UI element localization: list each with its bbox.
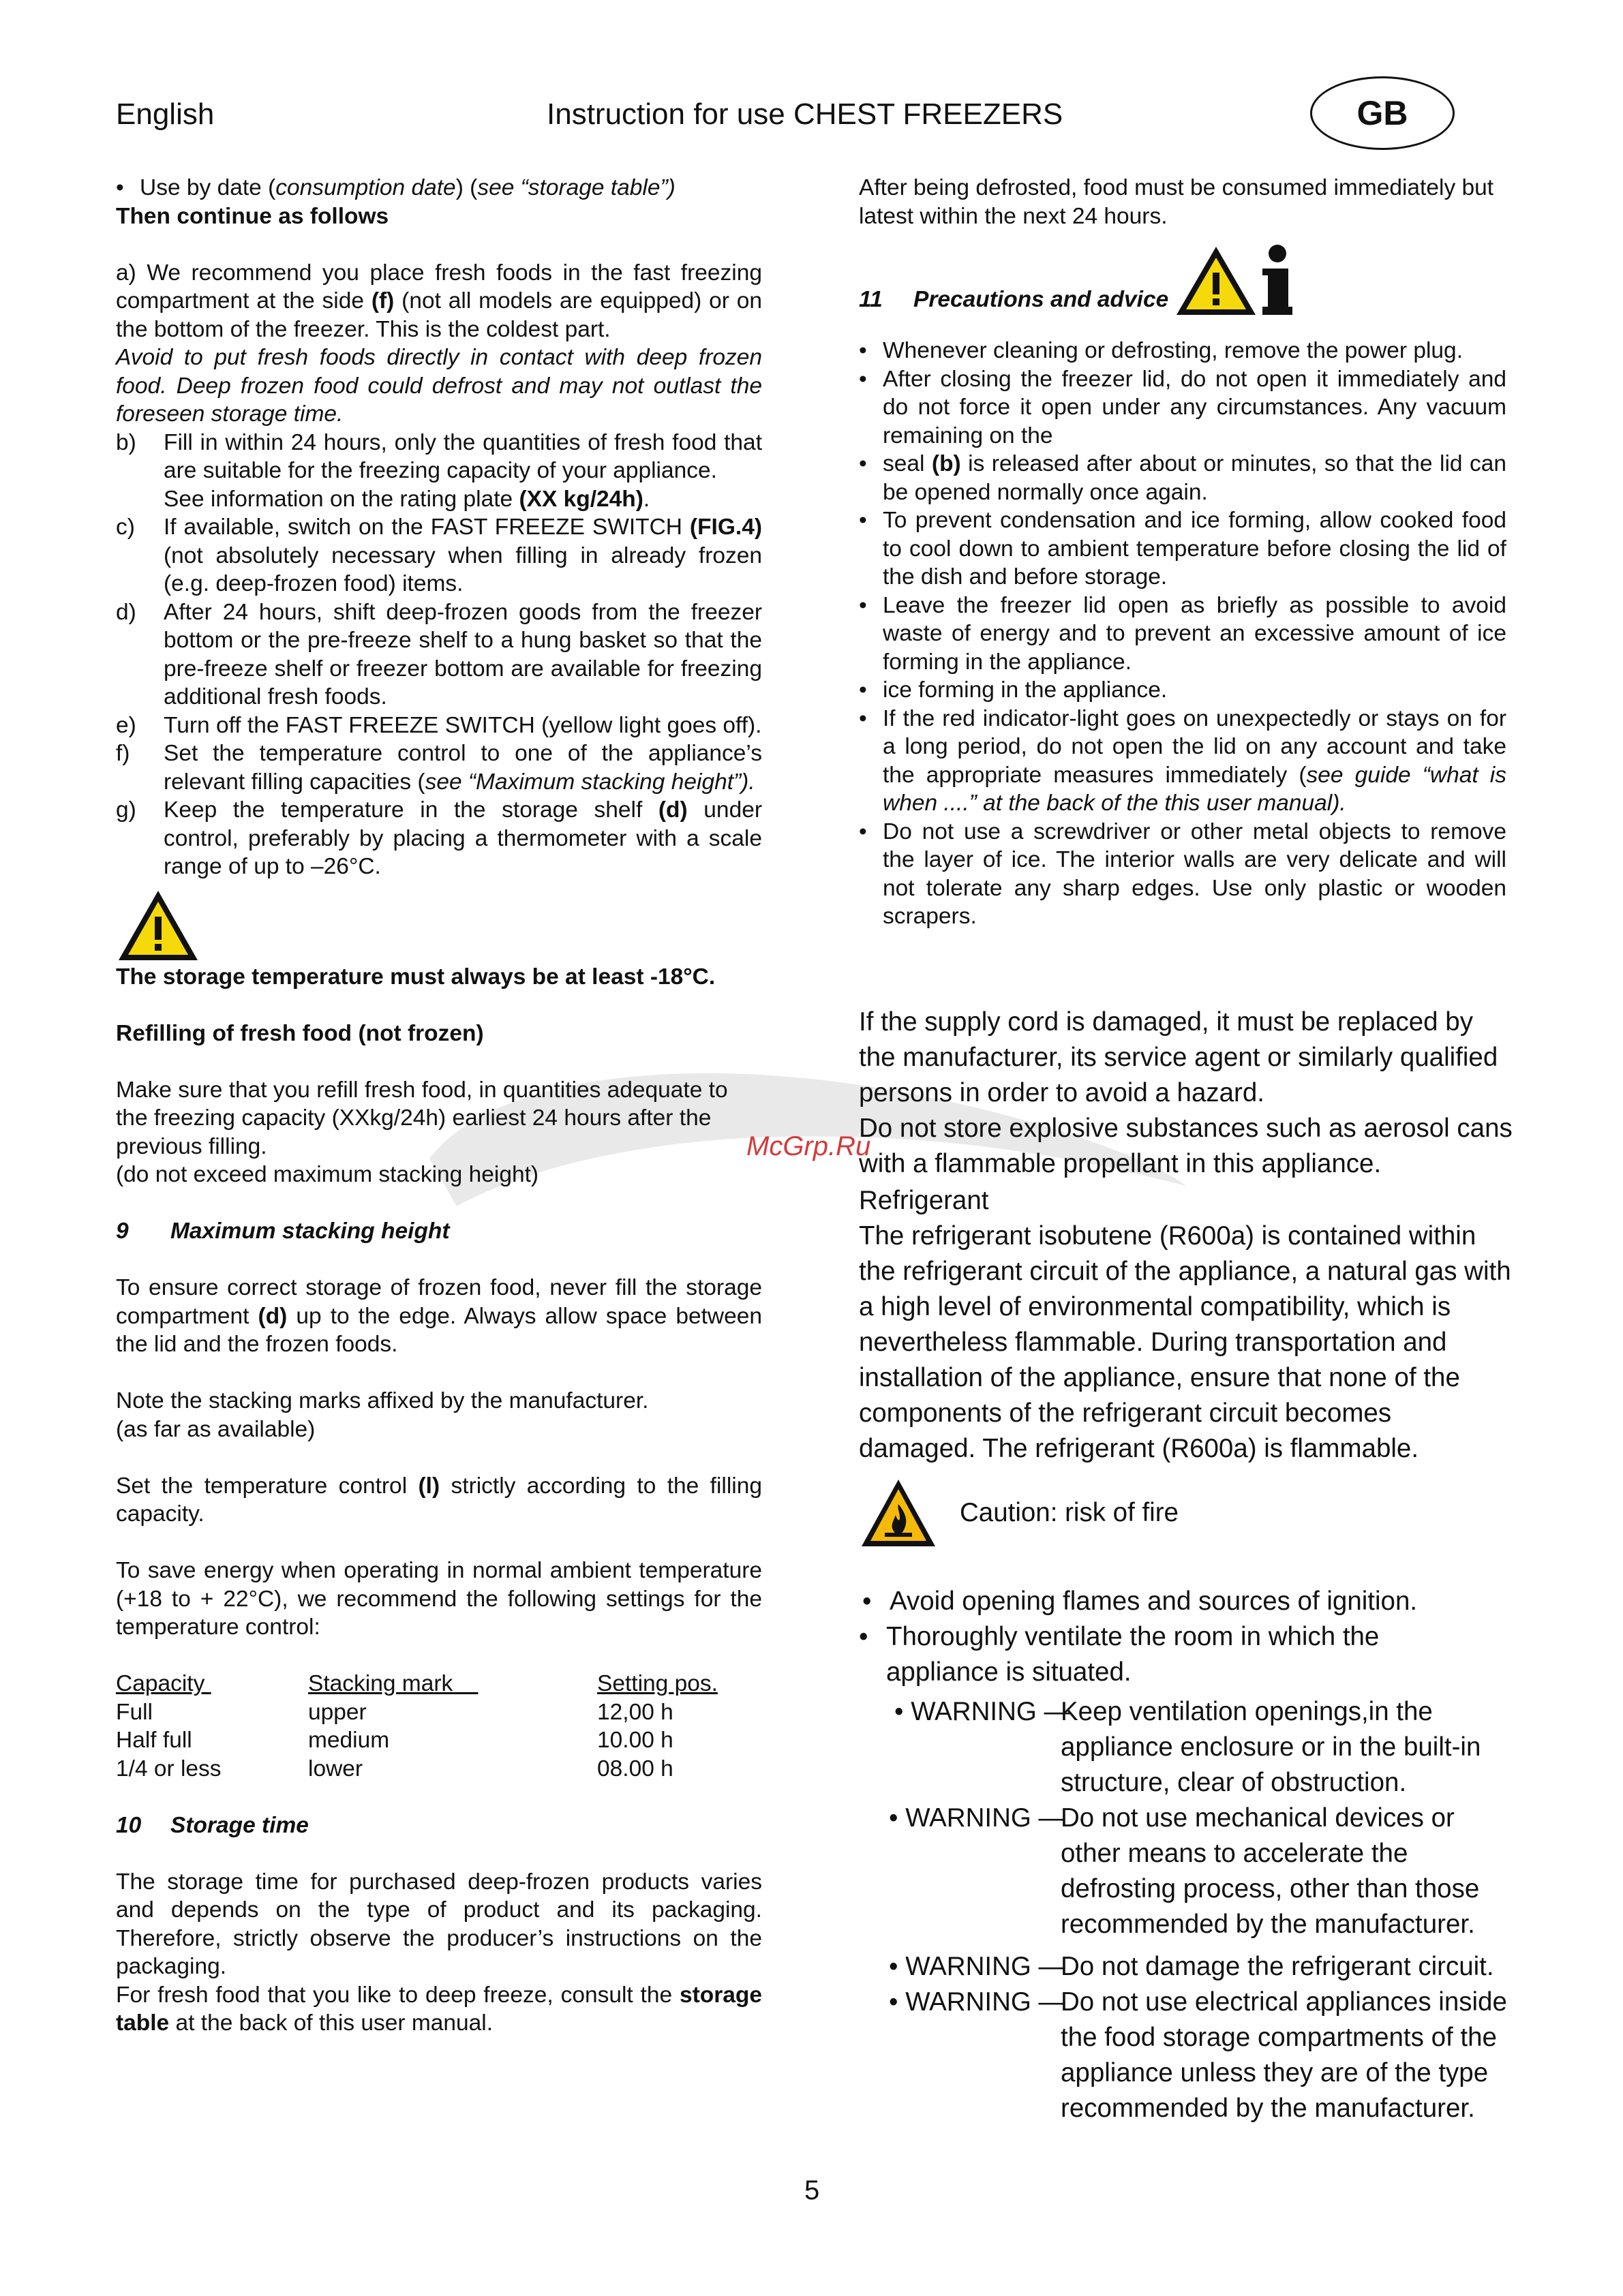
supply-cord-note: If the supply cord is damaged, it must be replaced by the manufacturer, its service agent or similarly qualified persons in order to avoid a hazard. bbox=[859, 1007, 1498, 1107]
table-cell: lower bbox=[308, 1756, 363, 1781]
section-9-paragraph-4: To save energy when operating in normal ambient temperature (+18 to + 22°C), we recommend the following settings for the temperature control: bbox=[116, 1558, 762, 1640]
language-badge bbox=[1310, 76, 1455, 150]
list-item-c: c) If available, switch on the FAST FREEZE SWITCH (FIG.4) (not absolutely necessary when filling in already frozen (e.g. deep-frozen food) items. bbox=[116, 515, 762, 596]
right-column-top bbox=[859, 174, 1506, 931]
page-number: 5 bbox=[804, 2175, 820, 2205]
table-cell: Half full bbox=[116, 1728, 192, 1753]
warning-item: • WARNING — Do not use mechanical devices or other means to accelerate the defrosting process, other than those recommended by the manufacturer. bbox=[889, 1803, 1480, 1939]
list-item-f: f) Set the temperature control to one of the appliance’s relevant filling capacities (see “Maximum stacking height”). bbox=[116, 741, 762, 795]
table-header-capacity: Capacity bbox=[116, 1671, 211, 1696]
precaution-item: • Leave the freezer lid open as briefly as possible to avoid waste of energy and to prevent an excessive amount of ice forming in the appliance. bbox=[859, 592, 1506, 675]
section-10-paragraph-2: For fresh food that you like to deep freeze, consult the storage table at the back of this user manual. bbox=[116, 1982, 762, 2036]
list-item-d: d) After 24 hours, shift deep-frozen goods from the freezer bottom or the pre-freeze shelf to a hung basket so that the pre-freeze shelf or freezer bottom are available for freezing additional fresh foods. bbox=[116, 599, 762, 709]
precaution-item: • ice forming in the appliance. bbox=[859, 677, 1168, 703]
language-badge-label: GB bbox=[1356, 94, 1408, 132]
table-cell: 12,00 h bbox=[597, 1699, 673, 1725]
settings-table bbox=[116, 1670, 762, 1783]
section-9-paragraph-2: Note the stacking marks affixed by the manufacturer. bbox=[116, 1388, 649, 1413]
continue-heading: Then continue as follows bbox=[116, 203, 389, 229]
precaution-item: • Do not use a screwdriver or other metal objects to remove the layer of ice. The interior walls are very delicate and will not tolerate any sharp edges. Use only plastic or wooden scrapers. bbox=[859, 818, 1506, 929]
header-title: Instruction for use CHEST FREEZERS bbox=[547, 97, 1063, 131]
section-11-heading: 11 Precautions and advice bbox=[859, 286, 1169, 312]
fire-hazard-icon bbox=[859, 1477, 938, 1549]
table-cell: medium bbox=[308, 1728, 390, 1753]
table-cell: 10.00 h bbox=[597, 1728, 673, 1753]
info-icon bbox=[1258, 244, 1296, 318]
section-9-paragraph-1: To ensure correct storage of frozen food, never fill the storage compartment (d) up to the edge. Always allow space between the lid and the frozen foods. bbox=[116, 1275, 762, 1357]
watermark-text: McGrp.Ru bbox=[746, 1131, 871, 1161]
section-9-paragraph-3: Set the temperature control (l) strictly according to the filling capacity. bbox=[116, 1473, 763, 1527]
warning-triangle-icon bbox=[1174, 244, 1258, 318]
table-cell: 1/4 or less bbox=[116, 1756, 222, 1781]
left-column bbox=[116, 174, 762, 2038]
precaution-item: • seal (b) is released after about or minutes, so that the lid can be opened normally once again. bbox=[859, 451, 1506, 505]
refill-note: (do not exceed maximum stacking height) bbox=[116, 1162, 539, 1187]
precaution-item: • After closing the freezer lid, do not open it immediately and do not force it open under any circumstances. Any vacuum remaining on the bbox=[859, 366, 1506, 448]
list-item-b: b) Fill in within 24 hours, only the quantities of fresh food that are suitable for the freezing capacity of your appliance. See information on the rating plate (XX kg/24h). bbox=[116, 429, 762, 512]
fire-bullet: • Avoid opening flames and sources of ignition. bbox=[862, 1587, 1418, 1616]
table-cell: 08.00 h bbox=[597, 1756, 673, 1781]
precaution-item: • If the red indicator-light goes on unexpectedly or stays on for a long period, do not open the lid on any account and take the appropriate measures immediately (see guide “what is when ....” at the back of the this user manual). bbox=[859, 705, 1507, 816]
precaution-item: • To prevent condensation and ice forming, allow cooked food to cool down to ambient temperature before closing the lid of the dish and before storage. bbox=[859, 508, 1506, 590]
refrigerant-text: The refrigerant isobutene (R600a) is contained within the refrigerant circuit of the appliance, a natural gas with a high level of environmental compatibility, which is nevertheless flammable. During transportation and installation of the appliance, ensure that none of the components of the refrigerant circuit becomes damaged. The refrigerant (R600a) is flammable. bbox=[859, 1221, 1511, 1463]
list-item-g: g) Keep the temperature in the storage shelf (d) under control, preferably by placing a thermometer with a scale range of up to –26°C. bbox=[116, 797, 762, 879]
paragraph-a: a) We recommend you place fresh foods in the fast freezing compartment at the side (f) (not all models are equipped) or on the bottom of the freezer. This is the coldest part. bbox=[116, 260, 762, 342]
header-language: English bbox=[116, 97, 215, 131]
fire-bullet: • Thoroughly ventilate the room in which the appliance is situated. bbox=[859, 1622, 1380, 1687]
table-cell: upper bbox=[308, 1699, 367, 1725]
refrigerant-heading: Refrigerant bbox=[859, 1186, 989, 1215]
storage-temperature-warning: The storage temperature must always be at least -18°C. bbox=[116, 964, 716, 990]
table-cell: Full bbox=[116, 1699, 153, 1725]
warning-triangle-icon bbox=[116, 888, 200, 963]
bullet-dot: • bbox=[116, 175, 124, 200]
section-11-heading-row bbox=[859, 243, 1506, 318]
fire-caution-text: Caution: risk of fire bbox=[960, 1498, 1179, 1527]
section-9-heading: 9 Maximum stacking height bbox=[116, 1219, 450, 1244]
refill-heading: Refilling of fresh food (not frozen) bbox=[116, 1020, 484, 1046]
table-header-stacking: Stacking mark bbox=[308, 1671, 479, 1696]
fire-caution-row bbox=[859, 1476, 1513, 1550]
refill-text: Make sure that you refill fresh food, in quantities adequate to the freezing capacity (XXkg/24h) earliest 24 hours after the previous filling. bbox=[116, 1077, 728, 1159]
warning-item: • WARNING — Do not use electrical appliances inside the food storage compartments of the appliance unless they are of the type recommended by the manufacturer. bbox=[889, 1987, 1507, 2123]
section-9-paragraph-2b: (as far as available) bbox=[116, 1416, 316, 1442]
defrost-note: After being defrosted, food must be consumed immediately but latest within the next 24 hours. bbox=[859, 175, 1494, 229]
explosive-note: Do not store explosive substances such as aerosol cans with a flammable propellant in this appliance. bbox=[859, 1114, 1513, 1178]
warning-item: • WARNING — Do not damage the refrigerant circuit. bbox=[889, 1952, 1494, 1981]
right-column-bottom bbox=[859, 1005, 1513, 2126]
section-10-paragraph-1: The storage time for purchased deep-frozen products varies and depends on the type of product and its packaging. Therefore, strictly observe the producer’s instructions on the packaging. bbox=[116, 1869, 762, 1979]
table-header-setting: Setting pos. bbox=[597, 1671, 718, 1696]
paragraph-a-warning: Avoid to put fresh foods directly in contact with deep frozen food. Deep frozen food could defrost and may not outlast the foreseen storage time. bbox=[116, 345, 762, 427]
warning-item: • WARNING — Keep ventilation openings,in the appliance enclosure or in the built-in structure, clear of obstruction. bbox=[894, 1697, 1481, 1797]
precaution-item: • Whenever cleaning or defrosting, remove the power plug. bbox=[859, 338, 1463, 363]
use-by-item: • Use by date (consumption date) (see “storage table”) bbox=[116, 174, 762, 202]
list-item-e: e) Turn off the FAST FREEZE SWITCH (yellow light goes off). bbox=[116, 712, 762, 738]
section-10-heading: 10 Storage time bbox=[116, 1812, 309, 1838]
